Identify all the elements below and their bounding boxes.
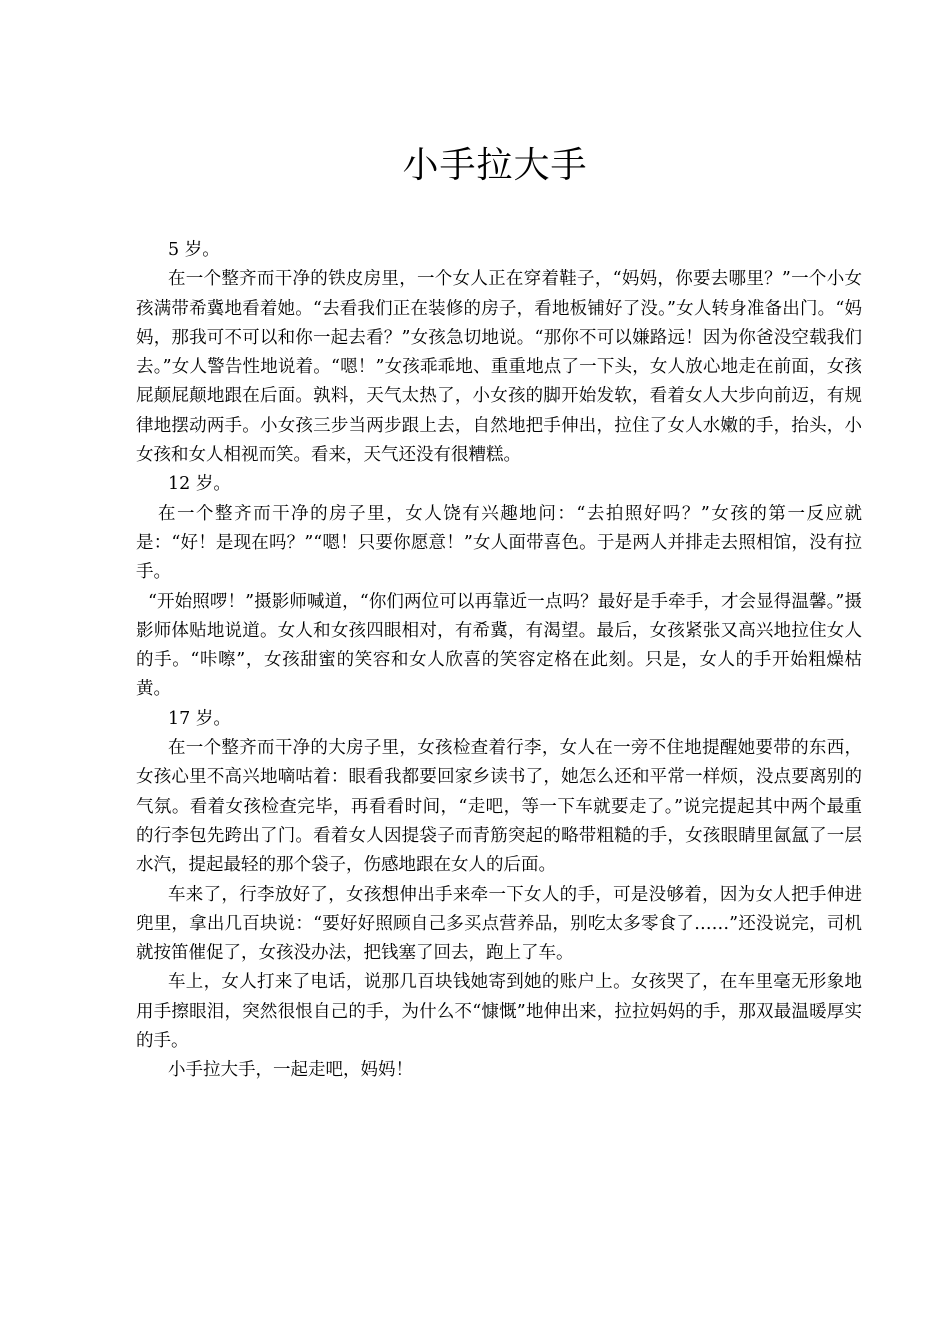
document-title: 小手拉大手 bbox=[402, 145, 588, 186]
paragraph: 车来了，行李放好了，女孩想伸出手来牵一下女人的手，可是没够着，因为女人把手伸进兜里，拿出几百块说：“要好好照顾自己多买点营养品，别吃太多零食了……”还没说完，司机就按笛催促了，女孩没办法，把钱塞了回去，跑上了车。 bbox=[136, 884, 862, 964]
paragraph: 车上，女人打来了电话，说那几百块钱她寄到她的账户上。女孩哭了，在车里毫无形象地用手擦眼泪，突然很恨自己的手，为什么不“慷慨”地伸出来，拉拉妈妈的手，那双最温暖厚实的手。 bbox=[136, 972, 862, 1052]
paragraph: 在一个整齐而干净的大房子里，女孩检查着行李，女人在一旁不住地提醒她要带的东西，女孩心里不高兴地嘀咕着：眼看我都要回家乡读书了，她怎么还和平常一样烦，没点要离别的气氛。看着女孩检查完毕，再看看时间，“走吧，等一下车就要走了。”说完提起其中两个最重的行李包先跨出了门。看着女人因提袋子而青筋突起的略带粗糙的手，女孩眼睛里氤氲了一层水汽，提起最轻的那个袋子，伤感地跟在女人的后面。 bbox=[136, 738, 862, 876]
section-heading-age-5: 5 岁。 bbox=[168, 240, 220, 260]
paragraph: 在一个整齐而干净的房子里，女人饶有兴趣地问：“去拍照好吗？”女孩的第一反应就是：“好！是现在吗？”“嗯！只要你愿意！”女人面带喜色。于是两人并排走去照相馆，没有拉手。 bbox=[136, 503, 862, 583]
section-heading-age-12: 12 岁。 bbox=[168, 474, 231, 495]
paragraph: 在一个整齐而干净的铁皮房里，一个女人正在穿着鞋子，“妈妈，你要去哪里？”一个小女孩满带希冀地看着她。“去看我们正在装修的房子，看地板铺好了没。”女人转身准备出门。“妈妈，那我可不可以和你一起去看？”女孩急切地说。“那你不可以嫌路远！因为你爸没空载我们去。”女人警告性地说着。“嗯！”女孩乖乖地、重重地点了一下头，女人放心地走在前面，女孩屁颠屁颠地跟在后面。孰料，天气太热了，小女孩的脚开始发软，看着女人大步向前迈，有规律地摆动两手。小女孩三步当两步跟上去，自然地把手伸出，拉住了女人水嫩的手，抬头，小女孩和女人相视而笑。看来，天气还没有很糟糕。 bbox=[136, 269, 862, 466]
paragraph: “开始照啰！”摄影师喊道，“你们两位可以再靠近一点吗？最好是手牵手，才会显得温馨。”摄影师体贴地说道。女人和女孩四眼相对，有希冀，有渴望。最后，女孩紧张又高兴地拉住女人的手。“咔嚓”，女孩甜蜜的笑容和女人欣喜的笑容定格在此刻。只是，女人的手开始粗燥枯黄。 bbox=[136, 591, 862, 700]
closing-line: 小手拉大手，一起走吧，妈妈！ bbox=[168, 1060, 413, 1081]
section-heading-age-17: 17 岁。 bbox=[168, 708, 231, 729]
document-body bbox=[136, 236, 862, 1086]
